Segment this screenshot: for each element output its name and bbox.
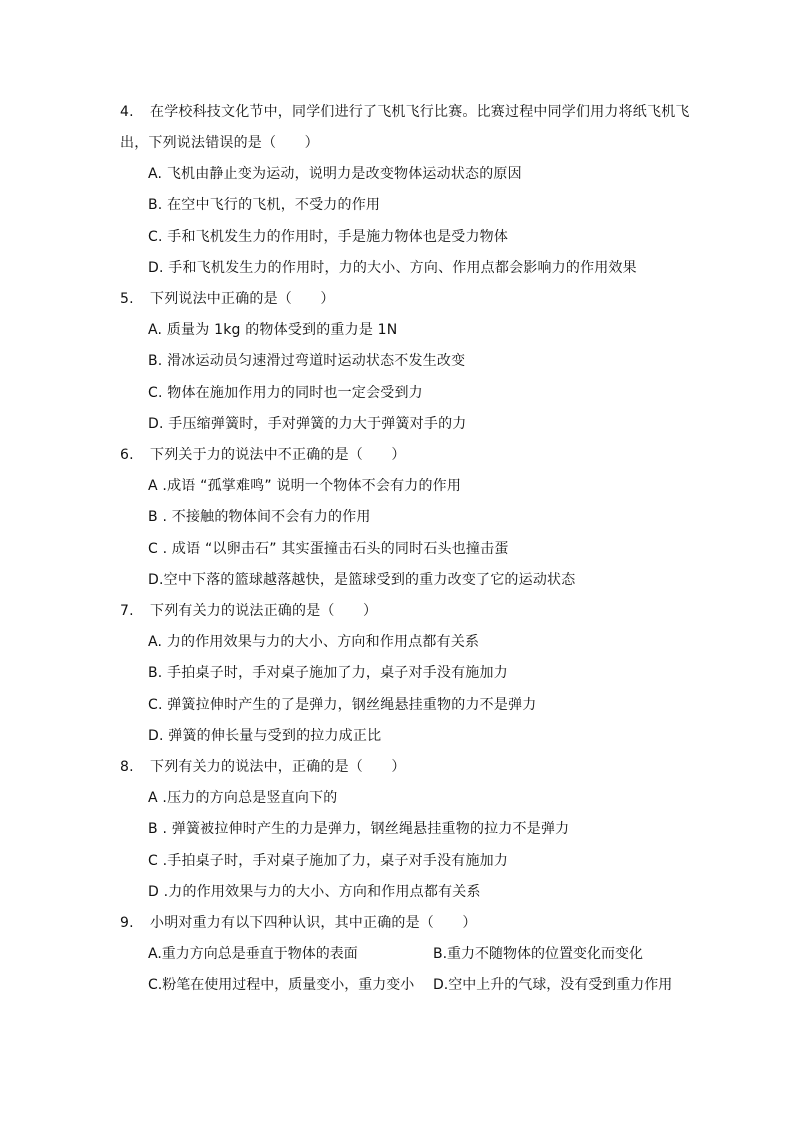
question-stem-text: 下列关于力的说法中不正确的是（ ） [150,447,406,463]
question-4-option-b: B. 在空中飞行的飞机，不受力的作用 [148,197,381,213]
question-9-option-d: D.空中上升的气球，没有受到重力作用 [433,977,673,993]
question-4-option-c: C. 手和飞机发生力的作用时，手是施力物体也是受力物体 [148,229,509,245]
question-7-option-b: B. 手拍桌子时，手对桌子施加了力，桌子对手没有施加力 [148,665,508,681]
question-6-option-b: B . 不接触的物体间不会有力的作用 [148,509,371,525]
question-number: 9. [120,915,134,931]
question-5-stem [120,289,335,309]
question-number: 5. [120,291,134,307]
question-6-option-c: C . 成语 “以卵击石” 其实蛋撞击石头的同时石头也撞击蛋 [148,541,509,557]
question-4-stem [120,102,690,122]
question-9-options-row-2 [148,975,708,995]
question-6-stem [120,445,406,465]
question-9-options-row-1 [148,944,708,964]
question-5-option-d: D. 手压缩弹簧时，手对弹簧的力大于弹簧对手的力 [148,416,467,432]
question-4-option-d: D. 手和飞机发生力的作用时，力的大小、方向、作用点都会影响力的作用效果 [148,260,637,276]
question-5-option-b: B. 滑冰运动员匀速滑过弯道时运动状态不发生改变 [148,353,466,369]
question-7-option-c: C. 弹簧拉伸时产生的了是弹力，钢丝绳悬挂重物的力不是弹力 [148,697,537,713]
question-8-option-a: A .压力的方向总是竖直向下的 [148,790,338,806]
question-4-option-a: A. 飞机由静止变为运动，说明力是改变物体运动状态的原因 [148,166,522,182]
question-9-option-b: B.重力不随物体的位置变化而变化 [433,946,644,962]
question-stem-text: 下列有关力的说法中，正确的是（ ） [150,759,406,775]
question-8-option-b: B . 弹簧被拉伸时产生的力是弹力，钢丝绳悬挂重物的拉力不是弹力 [148,821,570,837]
question-stem-text: 小明对重力有以下四种认识，其中正确的是（ ） [150,915,477,931]
question-5-option-c: C. 物体在施加作用力的同时也一定会受到力 [148,385,423,401]
question-7-option-a: A. 力的作用效果与力的大小、方向和作用点都有关系 [148,634,480,650]
question-number: 6. [120,447,134,463]
question-9-option-c: C.粉笔在使用过程中，质量变小，重力变小 [148,977,415,993]
question-7-option-d: D. 弹簧的伸长量与受到的拉力成正比 [148,728,382,744]
question-5-option-a: A. 质量为 1kg 的物体受到的重力是 1N [148,322,398,338]
question-6-option-a: A .成语 “孤掌难鸣” 说明一个物体不会有力的作用 [148,478,462,494]
question-stem-text: 下列有关力的说法正确的是（ ） [150,603,378,619]
question-number: 4. [120,104,134,120]
question-number: 7. [120,603,134,619]
question-stem-text: 下列说法中正确的是（ ） [150,291,335,307]
question-9-option-a: A.重力方向总是垂直于物体的表面 [148,946,358,962]
question-8-stem [120,757,406,777]
question-9-stem [120,913,477,933]
question-6-option-d: D.空中下落的篮球越落越快，是篮球受到的重力改变了它的运动状态 [148,572,576,588]
question-number: 8. [120,759,134,775]
question-8-option-c: C .手拍桌子时，手对桌子施加了力，桌子对手没有施加力 [148,853,509,869]
question-stem-text: 在学校科技文化节中，同学们进行了飞机飞行比赛。比赛过程中同学们用力将纸飞机飞 [150,104,690,120]
question-8-option-d: D .力的作用效果与力的大小、方向和作用点都有关系 [148,884,481,900]
question-7-stem [120,601,377,621]
question-4-stem-continued: 出，下列说法错误的是（ ） [120,135,319,151]
